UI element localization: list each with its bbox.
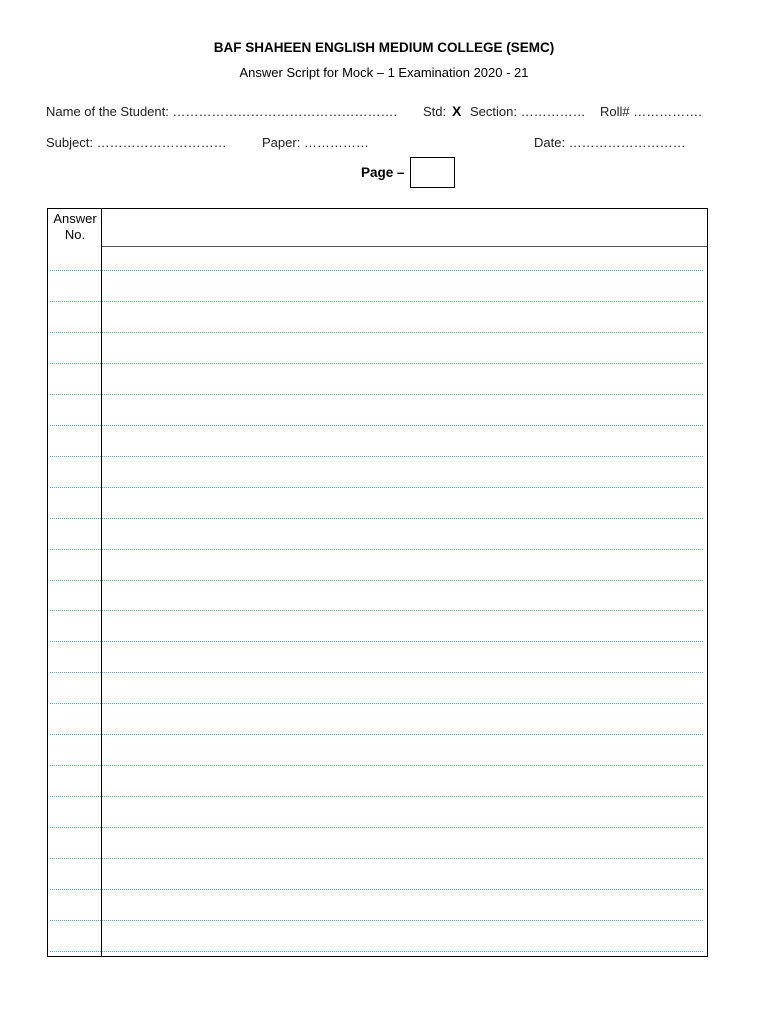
exam-subtitle: Answer Script for Mock – 1 Examination 2020 - 21 bbox=[239, 65, 529, 80]
header-rule bbox=[102, 246, 707, 247]
ruled-line bbox=[50, 827, 703, 828]
student-name-field[interactable]: Name of the Student: ……………………………………………. bbox=[46, 104, 398, 119]
college-title: BAF SHAHEEN ENGLISH MEDIUM COLLEGE (SEMC) bbox=[213, 40, 555, 55]
section-field[interactable]: Section: …………… bbox=[470, 104, 586, 119]
answer-header-line1: Answer bbox=[53, 211, 97, 226]
answer-column-header bbox=[48, 211, 102, 243]
ruled-line bbox=[50, 858, 703, 859]
page-number-group bbox=[361, 155, 455, 189]
ruled-line bbox=[50, 672, 703, 673]
ruled-line bbox=[50, 394, 703, 395]
ruled-line bbox=[50, 518, 703, 519]
ruled-line bbox=[50, 363, 703, 364]
std-value: X bbox=[452, 103, 462, 119]
ruled-line bbox=[50, 734, 703, 735]
paper-field[interactable]: Paper: …………… bbox=[262, 135, 369, 150]
ruled-line bbox=[50, 332, 703, 333]
page-number-box[interactable] bbox=[410, 157, 455, 188]
answer-header-line2: No. bbox=[64, 227, 86, 242]
std-label: Std: bbox=[423, 104, 447, 119]
subject-field[interactable]: Subject: ………………………… bbox=[46, 135, 227, 150]
ruled-line bbox=[50, 765, 703, 766]
ruled-line bbox=[50, 610, 703, 611]
ruled-line bbox=[50, 889, 703, 890]
date-field[interactable]: Date: ……………………… bbox=[534, 135, 686, 150]
ruled-line bbox=[50, 549, 703, 550]
ruled-line bbox=[50, 301, 703, 302]
ruled-line bbox=[50, 425, 703, 426]
answer-number-column bbox=[48, 209, 102, 956]
ruled-line bbox=[50, 796, 703, 797]
ruled-line bbox=[50, 580, 703, 581]
ruled-line bbox=[50, 703, 703, 704]
page-label: Page – bbox=[361, 164, 405, 180]
ruled-line bbox=[50, 487, 703, 488]
ruled-line bbox=[50, 270, 703, 271]
ruled-line bbox=[50, 920, 703, 921]
answer-sheet bbox=[47, 208, 708, 957]
ruled-line bbox=[50, 951, 703, 952]
ruled-line bbox=[50, 456, 703, 457]
ruled-line bbox=[50, 641, 703, 642]
roll-field[interactable]: Roll# ……………. bbox=[600, 104, 702, 119]
